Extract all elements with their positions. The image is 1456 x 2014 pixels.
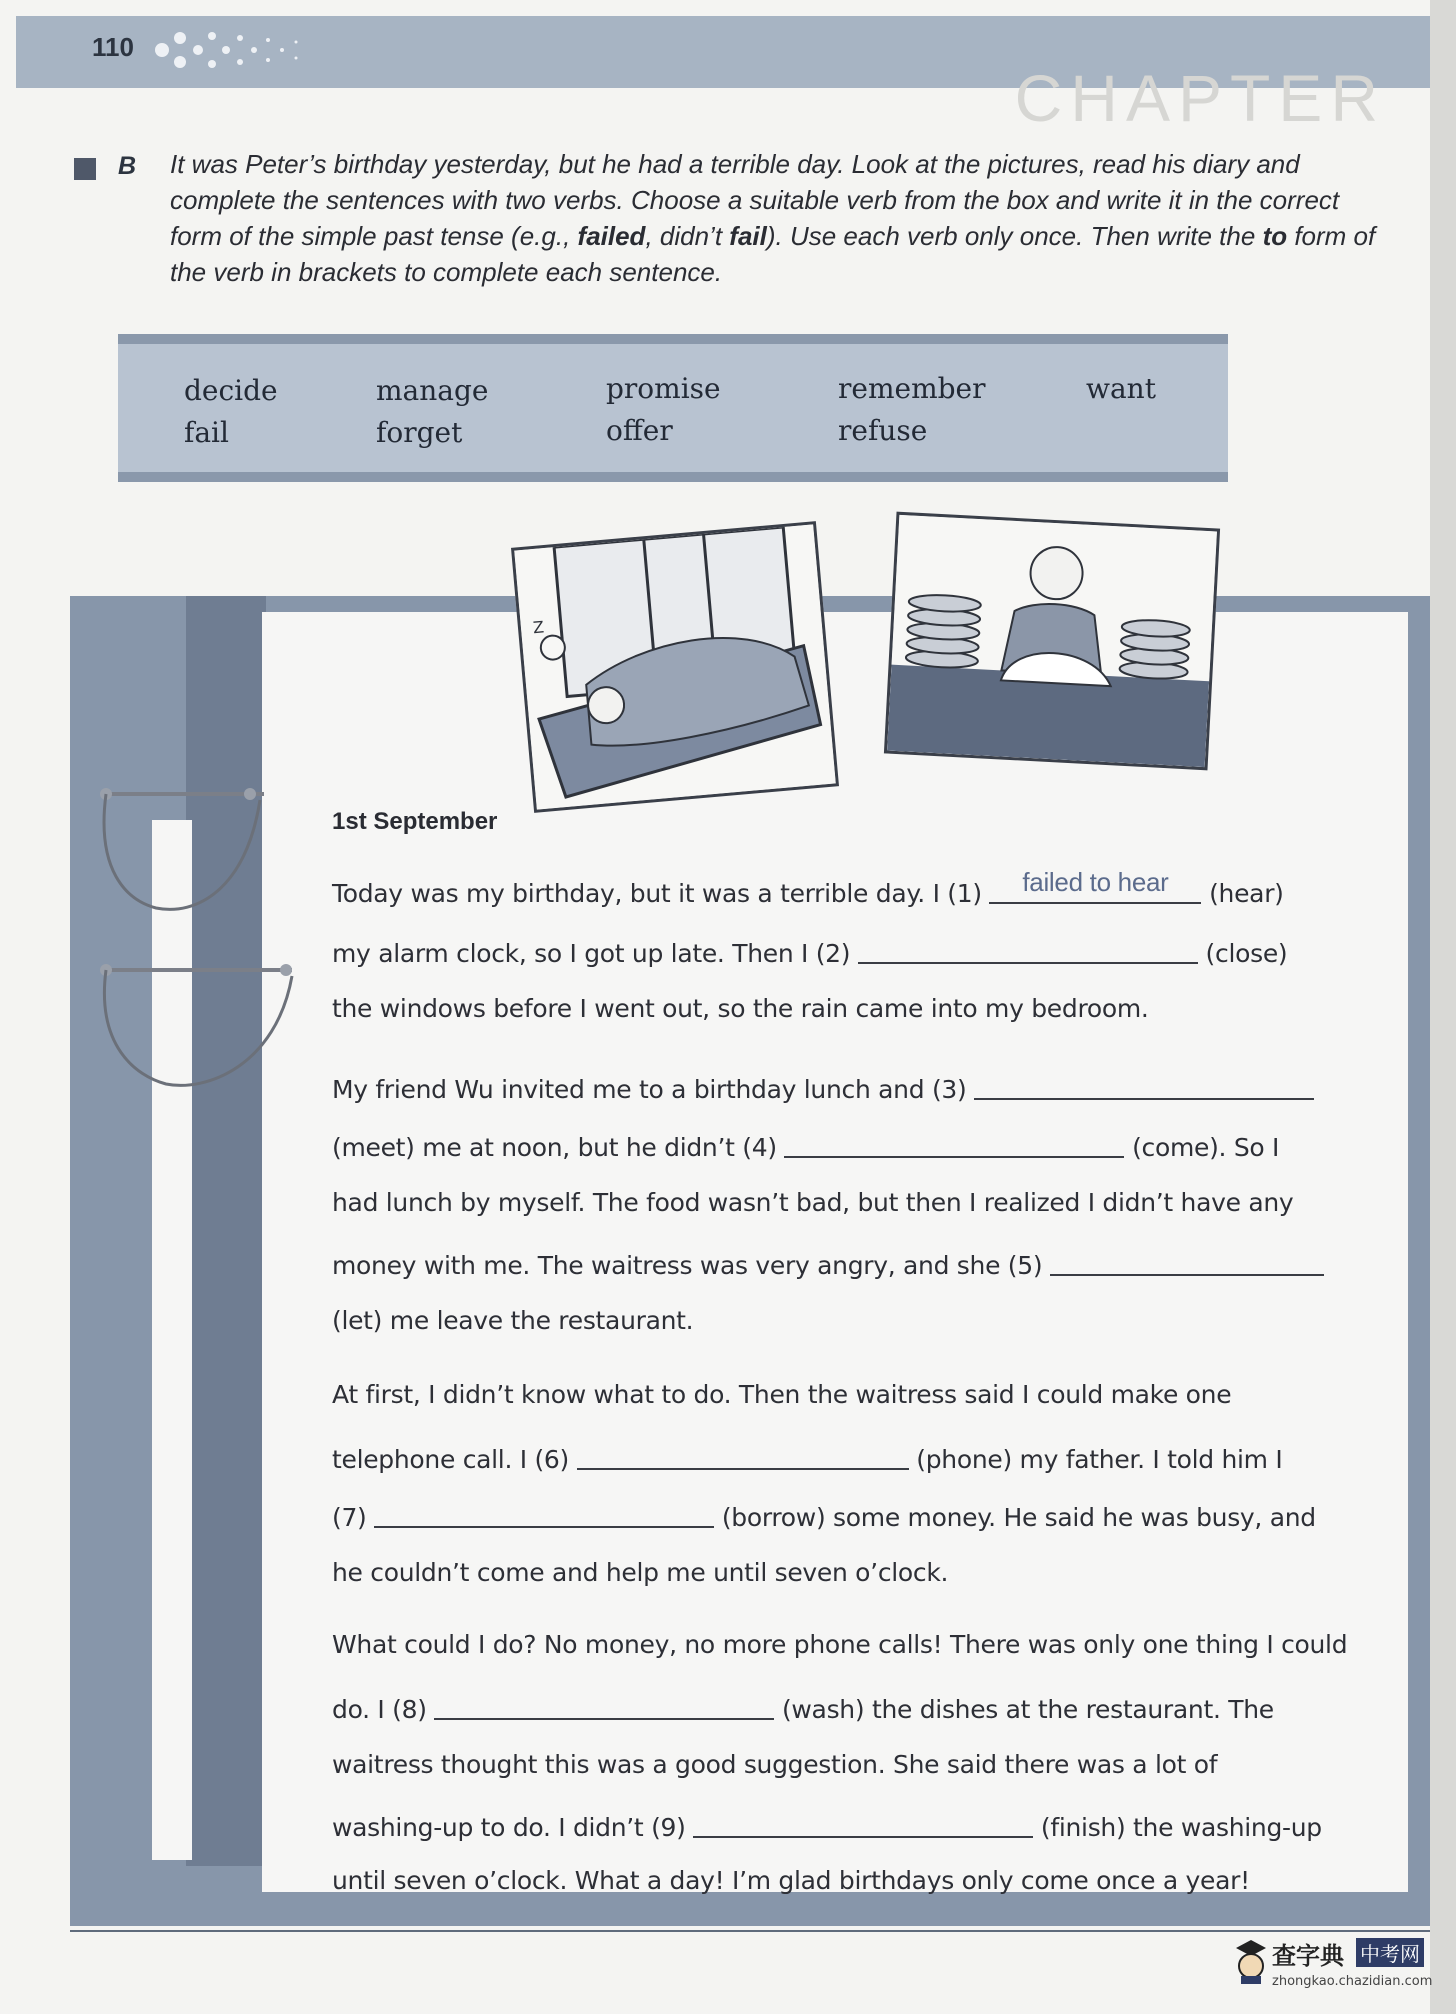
bottom-rule bbox=[70, 1930, 1430, 1932]
watermark-url: zhongkao.chazidian.com bbox=[1272, 1974, 1433, 1989]
diary-text: money with me. The waitress was very angry, and she (5) bbox=[332, 1251, 1050, 1280]
diary-text: Today was my birthday, but it was a terrible day. I (1) bbox=[332, 879, 990, 908]
picture-dishes bbox=[884, 512, 1220, 771]
diary-text: At first, I didn’t know what to do. Then the waitress said I could make one bbox=[332, 1380, 1232, 1409]
diary-text: What could I do? No money, no more phone calls! There was only one thing I could bbox=[332, 1630, 1348, 1659]
diary-line-9 bbox=[332, 1380, 1231, 1409]
answer-blank-6[interactable] bbox=[577, 1442, 909, 1470]
diary-text: (finish) the washing-up bbox=[1033, 1813, 1322, 1842]
section-marker-square bbox=[74, 158, 96, 180]
diary-text: (wash) the dishes at the restaurant. The bbox=[774, 1695, 1274, 1724]
answer-blank-5[interactable] bbox=[1050, 1248, 1324, 1276]
diary-text: waitress thought this was a good suggestion. She said there was a lot of bbox=[332, 1750, 1218, 1779]
exercise-instructions bbox=[170, 146, 1395, 290]
instruction-bold: to bbox=[1262, 221, 1288, 251]
answer-blank-8[interactable] bbox=[434, 1692, 774, 1720]
diary-line-13 bbox=[332, 1630, 1347, 1659]
diary-line-5 bbox=[332, 1128, 1279, 1162]
ring-binder-clip-icon bbox=[96, 956, 296, 1106]
diary-line-10 bbox=[332, 1440, 1282, 1474]
diary-panel-right-border bbox=[1408, 596, 1430, 1926]
diary-text: (borrow) some money. He said he was busy, and bbox=[714, 1503, 1316, 1532]
diary-text: had lunch by myself. The food wasn’t bad, but then I realized I didn’t have any bbox=[332, 1188, 1294, 1217]
svg-text:Z: Z bbox=[532, 617, 545, 638]
diary-line-12 bbox=[332, 1558, 948, 1587]
answer-blank-4[interactable] bbox=[784, 1130, 1124, 1158]
diary-text: (let) me leave the restaurant. bbox=[332, 1306, 694, 1335]
diary-text: (meet) me at noon, but he didn’t (4) bbox=[332, 1133, 785, 1162]
verb-word: decide bbox=[184, 374, 278, 407]
book-spine-edge bbox=[1430, 0, 1456, 2014]
verb-word: promise bbox=[606, 372, 721, 405]
verb-word: offer bbox=[606, 414, 673, 447]
answer-text: failed to hear bbox=[1022, 867, 1169, 897]
diary-line-2 bbox=[332, 934, 1287, 968]
answer-blank-1[interactable] bbox=[989, 867, 1201, 904]
watermark-badge: 中考网 bbox=[1356, 1938, 1424, 1967]
verb-word: forget bbox=[376, 416, 463, 449]
dot-pattern-decoration bbox=[150, 20, 350, 80]
diary-line-8 bbox=[332, 1306, 693, 1335]
diary-text: washing-up to do. I didn’t (9) bbox=[332, 1813, 694, 1842]
answer-blank-3[interactable] bbox=[974, 1072, 1314, 1100]
diary-line-1 bbox=[332, 867, 1284, 908]
page-number: 110 bbox=[92, 32, 134, 62]
diary-text: (come). So I bbox=[1124, 1133, 1280, 1162]
verb-word: refuse bbox=[838, 414, 928, 447]
verb-word: manage bbox=[376, 374, 489, 407]
diary-text: My friend Wu invited me to a birthday lunch and (3) bbox=[332, 1075, 975, 1104]
answer-blank-2[interactable] bbox=[858, 936, 1198, 964]
exercise-letter: B bbox=[118, 152, 137, 180]
diary-text: until seven o’clock. What a day! I’m glad birthdays only come once a year! bbox=[332, 1866, 1250, 1895]
ring-binder-clip-icon bbox=[96, 780, 276, 930]
ghost-chapter-text: CHAPTER bbox=[1014, 61, 1386, 135]
diary-text: (hear) bbox=[1201, 879, 1284, 908]
diary-text: telephone call. I (6) bbox=[332, 1445, 577, 1474]
diary-date: 1st September bbox=[332, 808, 498, 835]
diary-line-6 bbox=[332, 1188, 1293, 1217]
diary-text: he couldn’t come and help me until seven o’clock. bbox=[332, 1558, 949, 1587]
diary-line-14 bbox=[332, 1690, 1274, 1724]
instruction-text: form of the verb in brackets to complete each sentence. bbox=[170, 221, 1376, 287]
diary-line-17 bbox=[332, 1866, 1250, 1895]
diary-line-11 bbox=[332, 1498, 1316, 1532]
verb-word: fail bbox=[184, 416, 229, 449]
diary-text: the windows before I went out, so the rain came into my bedroom. bbox=[332, 994, 1149, 1023]
diary-text: (7) bbox=[332, 1503, 375, 1532]
instruction-text: , didn’t bbox=[645, 221, 730, 251]
diary-line-7 bbox=[332, 1246, 1324, 1280]
sleeping-boy-illustration-icon bbox=[514, 524, 836, 809]
diary-line-4 bbox=[332, 1070, 1314, 1104]
boy-washing-dishes-illustration-icon bbox=[887, 515, 1217, 767]
instruction-bold: failed bbox=[577, 221, 646, 251]
instruction-text: It was Peter’s birthday yesterday, but he had a terrible day. Look at the pictures, read his diary and complete the sentences with two verbs. Choose a suitable verb from the box and write it in the correct form of the simple past tense (e.g., bbox=[170, 149, 1340, 251]
diary-line-15 bbox=[332, 1750, 1217, 1779]
instruction-bold: fail bbox=[729, 221, 767, 251]
verb-word: want bbox=[1086, 372, 1156, 405]
diary-text: (phone) my father. I told him I bbox=[908, 1445, 1283, 1474]
diary-text: my alarm clock, so I got up late. Then I (2) bbox=[332, 939, 858, 968]
verb-word: remember bbox=[838, 372, 986, 405]
answer-blank-9[interactable] bbox=[693, 1810, 1033, 1838]
instruction-text: ). Use each verb only once. Then write the bbox=[766, 221, 1263, 251]
diary-line-16 bbox=[332, 1808, 1322, 1842]
verb-box bbox=[118, 334, 1228, 482]
diary-text: do. I (8) bbox=[332, 1695, 435, 1724]
graduate-mascot-icon bbox=[1232, 1934, 1270, 1986]
diary-text: (close) bbox=[1197, 939, 1288, 968]
answer-blank-7[interactable] bbox=[374, 1500, 714, 1528]
picture-sleeping-boy bbox=[511, 521, 839, 813]
diary-line-3 bbox=[332, 994, 1149, 1023]
watermark-title: 查字典 bbox=[1272, 1942, 1344, 1970]
site-watermark bbox=[1232, 1928, 1442, 2004]
